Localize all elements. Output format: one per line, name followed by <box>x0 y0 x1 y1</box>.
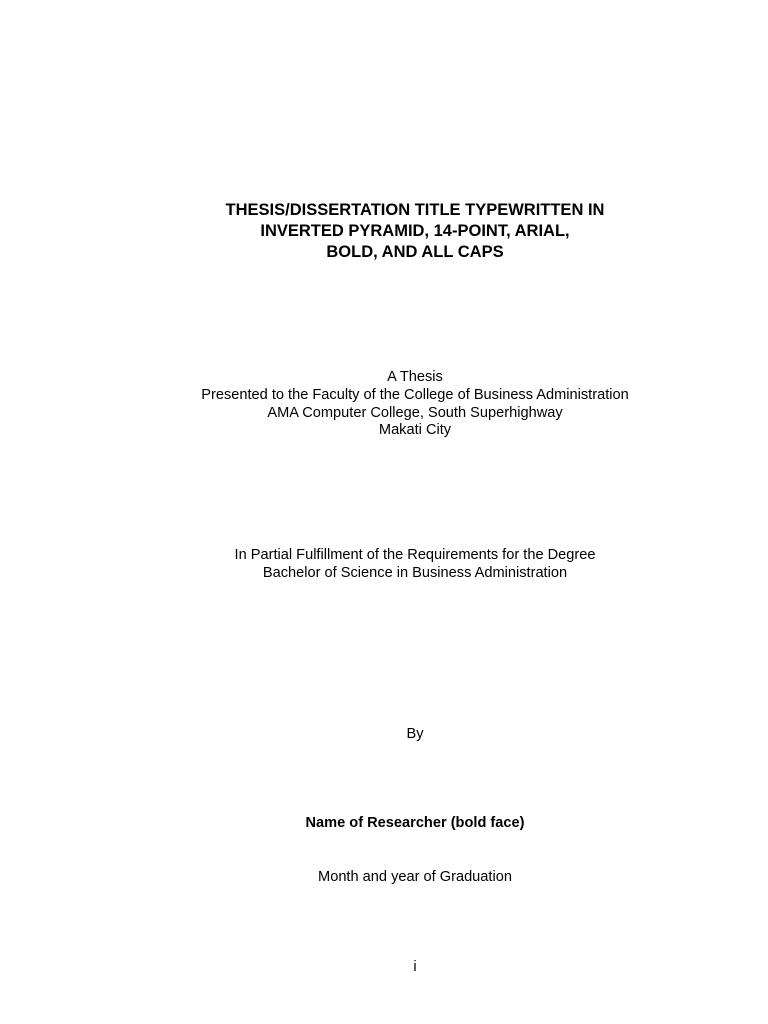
page-number: i <box>413 959 417 975</box>
presentation-block <box>0 369 768 440</box>
thesis-title <box>0 200 768 262</box>
graduation-date: Month and year of Graduation <box>318 869 512 885</box>
city-line: Makati City <box>378 422 452 439</box>
institution-line: AMA Computer College, South Superhighway <box>267 404 563 421</box>
by-block <box>0 726 768 744</box>
document-type: A Thesis <box>387 369 443 385</box>
title-line-3: BOLD, AND ALL CAPS <box>326 242 504 261</box>
fulfillment-block <box>0 547 768 583</box>
faculty-line: Presented to the Faculty of the College of Business Administration <box>201 386 629 403</box>
fulfillment-line: In Partial Fulfillment of the Requirements for the Degree <box>234 547 596 563</box>
researcher-name: Name of Researcher (bold face) <box>305 815 525 831</box>
by-label: By <box>406 726 424 742</box>
researcher-block <box>0 815 768 833</box>
title-line-1: THESIS/DISSERTATION TITLE TYPEWRITTEN IN <box>225 201 605 219</box>
title-line-2: INVERTED PYRAMID, 14-POINT, ARIAL, <box>260 221 570 240</box>
page-number-block <box>0 959 768 977</box>
graduation-block <box>0 869 768 887</box>
degree-line: Bachelor of Science in Business Administration <box>262 564 568 581</box>
